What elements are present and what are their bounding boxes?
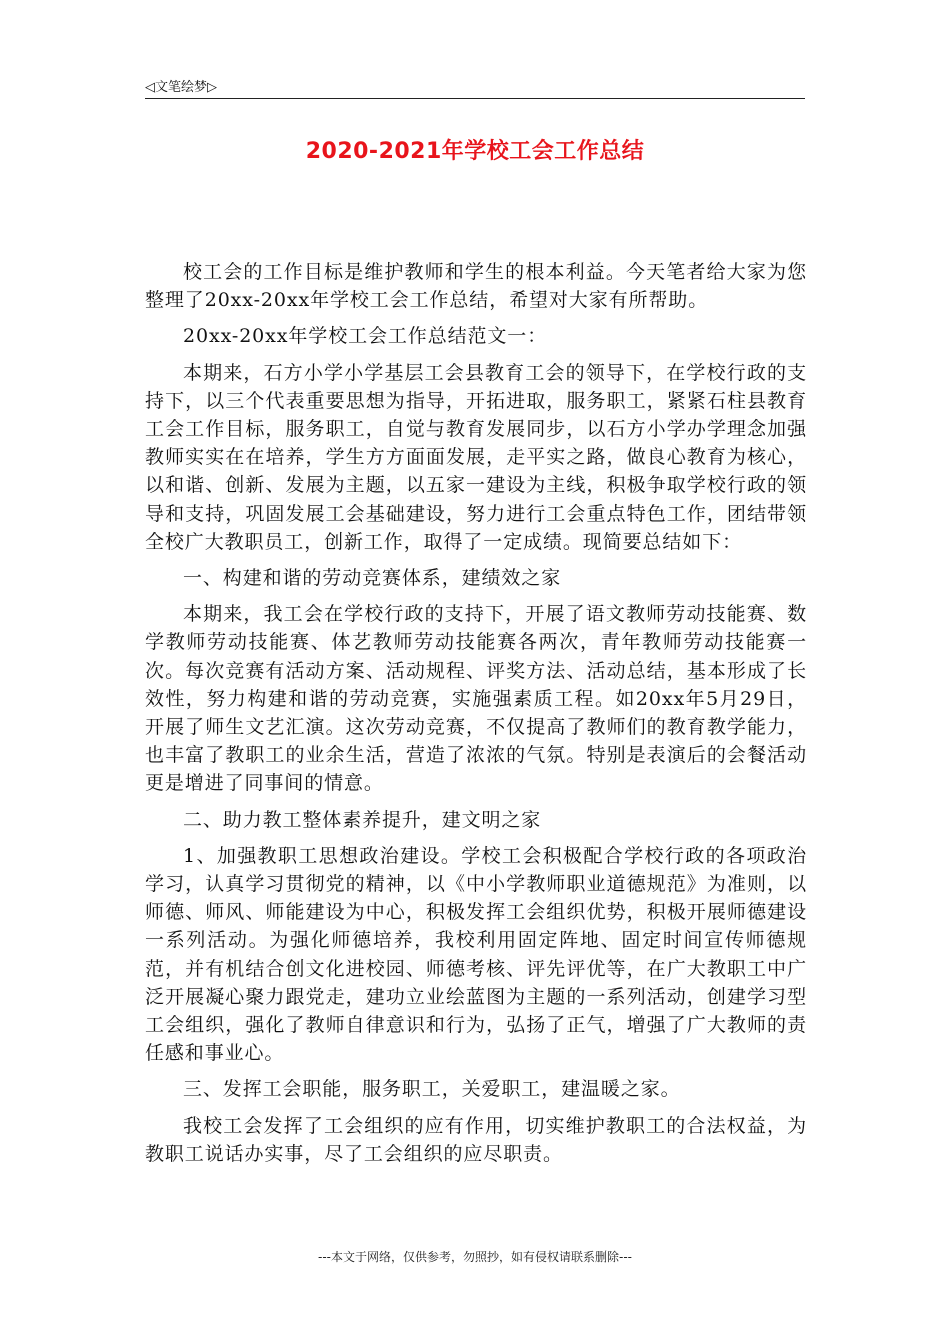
page-footer: ---本文于网络，仅供参考，勿照抄，如有侵权请联系删除--- bbox=[318, 1250, 632, 1264]
document-title: 2020-2021年学校工会工作总结 bbox=[305, 139, 645, 164]
paragraph: 1、加强教职工思想政治建设。学校工会积极配合学校行政的各项政治学习，认真学习贯彻党的精神，以《中小学教师职业道德规范》为准则，以师德、师风、师能建设为中心，积极发挥工会组织优势，积极开展师德建设一系列活动。为强化师德培养，我校利用固定阵地、固定时间宣传师德规范，并有机结合创文化进校园、师德考核、评先评优等，在广大教职工中广泛开展凝心聚力跟党走，建功立业绘蓝图为主题的一系列活动，创建学习型工会组织，强化了教师自律意识和行为，弘扬了正气，增强了广大教师的责任感和事业心。 bbox=[145, 844, 807, 1065]
section-heading: 三、发挥工会职能，服务职工，关爱职工，建温暖之家。 bbox=[183, 1078, 681, 1101]
header-text: ◁文笔绘梦▷ bbox=[145, 80, 217, 95]
paragraph: 本期来，石方小学小学基层工会县教育工会的领导下，在学校行政的支持下，以三个代表重要思想为指导，开拓进取，服务职工，紧紧石柱县教育工会工作目标，服务职工，自觉与教育发展同步，以石方小学办学理念加强教师实实在在培养，学生方方面面发展，走平实之路，做良心教育为核心，以和谐、创新、发展为主题，以五家一建设为主线，积极争取学校行政的领导和支持，巩固发展工会基础建设，努力进行工会重点特色工作，团结带领全校广大教职员工，创新工作，取得了一定成绩。现简要总结如下： bbox=[145, 361, 807, 553]
paragraph: 我校工会发挥了工会组织的应有作用，切实维护教职工的合法权益，为教职工说话办实事，尽了工会组织的应尽职责。 bbox=[145, 1114, 807, 1165]
paragraph: 本期来，我工会在学校行政的支持下，开展了语文教师劳动技能赛、数学教师劳动技能赛、体艺教师劳动技能赛各两次，青年教师劳动技能赛一次。每次竞赛有活动方案、活动规程、评奖方法、活动总结，基本形成了长效性，努力构建和谐的劳动竞赛，实施强素质工程。如20xx年5月29日，开展了师生文艺汇演。这次劳动竞赛，不仅提高了教师们的教育教学能力，也丰富了教职工的业余生活，营造了浓浓的气氛。特别是表演后的会餐活动更是增进了同事间的情意。 bbox=[145, 603, 807, 795]
paragraph: 20xx-20xx年学校工会工作总结范文一： bbox=[183, 325, 548, 348]
section-heading: 二、助力教工整体素养提升，建文明之家 bbox=[183, 808, 542, 831]
paragraph: 校工会的工作目标是维护教师和学生的根本利益。今天笔者给大家为您整理了20xx-20xx年学校工会工作总结，希望对大家有所帮助。 bbox=[145, 261, 807, 312]
section-heading: 一、构建和谐的劳动竞赛体系，建绩效之家 bbox=[183, 567, 562, 590]
page-header bbox=[145, 72, 805, 99]
document-body bbox=[145, 258, 807, 1176]
